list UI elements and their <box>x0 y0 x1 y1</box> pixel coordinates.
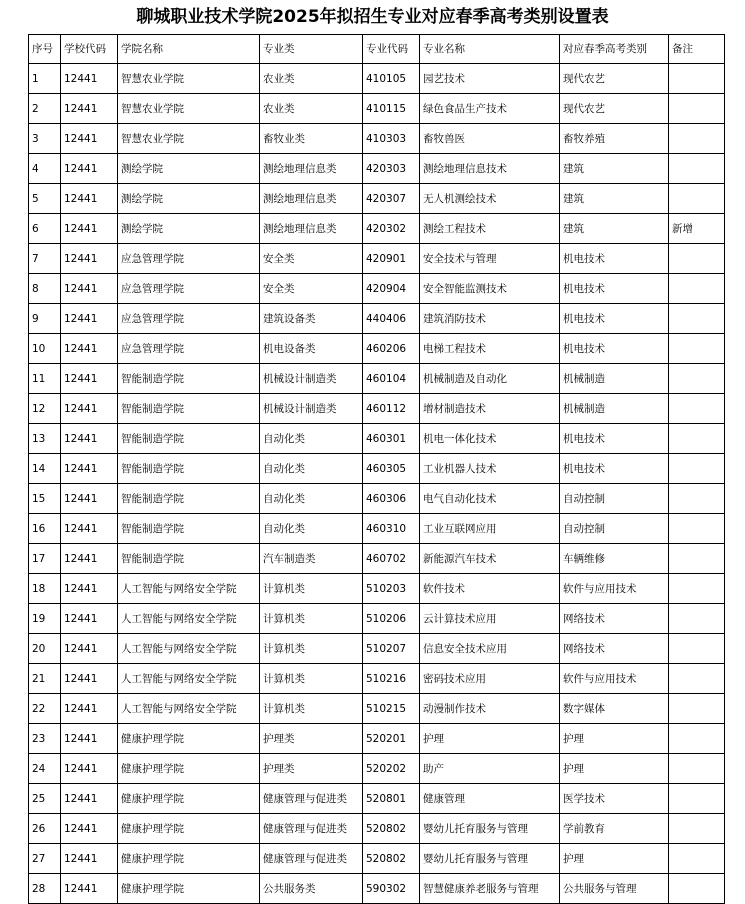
cell-major-category: 测绘地理信息类 <box>260 214 363 244</box>
cell-college-name: 健康护理学院 <box>118 754 260 784</box>
cell-school-code: 12441 <box>61 514 118 544</box>
cell-college-name: 智能制造学院 <box>118 394 260 424</box>
cell-college-name: 健康护理学院 <box>118 844 260 874</box>
cell-college-name: 人工智能与网络安全学院 <box>118 574 260 604</box>
cell-major-name: 无人机测绘技术 <box>420 184 560 214</box>
cell-remarks <box>669 244 725 274</box>
cell-remarks <box>669 874 725 904</box>
cell-exam-category: 机械制造 <box>560 364 669 394</box>
cell-major-code: 460112 <box>363 394 420 424</box>
cell-index: 24 <box>29 754 61 784</box>
cell-index: 20 <box>29 634 61 664</box>
cell-remarks <box>669 184 725 214</box>
cell-major-name: 测绘地理信息技术 <box>420 154 560 184</box>
cell-remarks <box>669 784 725 814</box>
table-row <box>29 574 725 604</box>
cell-major-code: 520202 <box>363 754 420 784</box>
cell-major-name: 软件技术 <box>420 574 560 604</box>
table-row <box>29 244 725 274</box>
cell-index: 13 <box>29 424 61 454</box>
cell-exam-category: 软件与应用技术 <box>560 664 669 694</box>
cell-major-code: 420302 <box>363 214 420 244</box>
cell-major-category: 计算机类 <box>260 574 363 604</box>
cell-exam-category: 车辆维修 <box>560 544 669 574</box>
cell-exam-category: 现代农艺 <box>560 64 669 94</box>
cell-index: 9 <box>29 304 61 334</box>
table-header-row <box>29 35 725 64</box>
cell-index: 7 <box>29 244 61 274</box>
cell-index: 26 <box>29 814 61 844</box>
cell-index: 2 <box>29 94 61 124</box>
cell-major-code: 520802 <box>363 844 420 874</box>
cell-major-name: 机械制造及自动化 <box>420 364 560 394</box>
cell-major-category: 健康管理与促进类 <box>260 784 363 814</box>
cell-exam-category: 机电技术 <box>560 334 669 364</box>
cell-major-code: 460206 <box>363 334 420 364</box>
cell-index: 3 <box>29 124 61 154</box>
cell-remarks <box>669 514 725 544</box>
table-row <box>29 664 725 694</box>
cell-major-category: 自动化类 <box>260 454 363 484</box>
cell-index: 14 <box>29 454 61 484</box>
table-row <box>29 724 725 754</box>
table-row <box>29 154 725 184</box>
cell-exam-category: 学前教育 <box>560 814 669 844</box>
cell-exam-category: 畜牧养殖 <box>560 124 669 154</box>
cell-school-code: 12441 <box>61 274 118 304</box>
table-row <box>29 844 725 874</box>
cell-school-code: 12441 <box>61 214 118 244</box>
cell-college-name: 人工智能与网络安全学院 <box>118 664 260 694</box>
cell-exam-category: 建筑 <box>560 184 669 214</box>
cell-major-code: 510206 <box>363 604 420 634</box>
table-row <box>29 334 725 364</box>
table-row <box>29 304 725 334</box>
cell-remarks <box>669 94 725 124</box>
cell-exam-category: 机电技术 <box>560 424 669 454</box>
cell-index: 27 <box>29 844 61 874</box>
cell-index: 5 <box>29 184 61 214</box>
cell-major-code: 460702 <box>363 544 420 574</box>
table-row <box>29 364 725 394</box>
cell-major-category: 机械设计制造类 <box>260 394 363 424</box>
cell-remarks <box>669 154 725 184</box>
cell-major-code: 460104 <box>363 364 420 394</box>
cell-major-name: 电气自动化技术 <box>420 484 560 514</box>
cell-remarks <box>669 724 725 754</box>
table-row <box>29 634 725 664</box>
cell-school-code: 12441 <box>61 334 118 364</box>
cell-school-code: 12441 <box>61 544 118 574</box>
cell-major-category: 自动化类 <box>260 424 363 454</box>
cell-major-code: 460306 <box>363 484 420 514</box>
cell-school-code: 12441 <box>61 94 118 124</box>
cell-remarks <box>669 424 725 454</box>
cell-school-code: 12441 <box>61 604 118 634</box>
cell-major-code: 460310 <box>363 514 420 544</box>
cell-major-code: 410115 <box>363 94 420 124</box>
cell-major-name: 安全技术与管理 <box>420 244 560 274</box>
cell-school-code: 12441 <box>61 184 118 214</box>
cell-exam-category: 网络技术 <box>560 634 669 664</box>
cell-major-code: 460305 <box>363 454 420 484</box>
cell-major-name: 机电一体化技术 <box>420 424 560 454</box>
cell-remarks <box>669 544 725 574</box>
cell-school-code: 12441 <box>61 64 118 94</box>
cell-major-code: 440406 <box>363 304 420 334</box>
cell-college-name: 健康护理学院 <box>118 784 260 814</box>
document-title: 聊城职业技术学院2025年拟招生专业对应春季高考类别设置表 <box>136 7 609 27</box>
cell-major-category: 护理类 <box>260 754 363 784</box>
cell-major-name: 婴幼儿托育服务与管理 <box>420 844 560 874</box>
cell-school-code: 12441 <box>61 574 118 604</box>
cell-school-code: 12441 <box>61 754 118 784</box>
cell-school-code: 12441 <box>61 124 118 154</box>
cell-major-name: 云计算技术应用 <box>420 604 560 634</box>
cell-major-name: 增材制造技术 <box>420 394 560 424</box>
cell-school-code: 12441 <box>61 694 118 724</box>
cell-remarks <box>669 364 725 394</box>
cell-index: 11 <box>29 364 61 394</box>
cell-major-category: 农业类 <box>260 64 363 94</box>
header-index: 序号 <box>29 35 61 64</box>
cell-major-category: 汽车制造类 <box>260 544 363 574</box>
cell-college-name: 测绘学院 <box>118 184 260 214</box>
table-body <box>29 64 725 904</box>
cell-major-category: 安全类 <box>260 274 363 304</box>
cell-school-code: 12441 <box>61 844 118 874</box>
table-row <box>29 544 725 574</box>
cell-remarks <box>669 844 725 874</box>
cell-exam-category: 医学技术 <box>560 784 669 814</box>
cell-exam-category: 现代农艺 <box>560 94 669 124</box>
cell-college-name: 健康护理学院 <box>118 724 260 754</box>
cell-school-code: 12441 <box>61 634 118 664</box>
cell-major-code: 520801 <box>363 784 420 814</box>
cell-exam-category: 护理 <box>560 724 669 754</box>
cell-remarks <box>669 454 725 484</box>
cell-major-code: 420904 <box>363 274 420 304</box>
cell-major-name: 密码技术应用 <box>420 664 560 694</box>
cell-major-name: 畜牧兽医 <box>420 124 560 154</box>
cell-remarks <box>669 634 725 664</box>
table-row <box>29 184 725 214</box>
cell-major-code: 520802 <box>363 814 420 844</box>
cell-college-name: 测绘学院 <box>118 214 260 244</box>
table-row <box>29 214 725 244</box>
cell-remarks <box>669 574 725 604</box>
cell-major-code: 410105 <box>363 64 420 94</box>
cell-school-code: 12441 <box>61 364 118 394</box>
cell-remarks <box>669 274 725 304</box>
table-row <box>29 874 725 904</box>
cell-exam-category: 护理 <box>560 844 669 874</box>
cell-college-name: 智慧农业学院 <box>118 124 260 154</box>
cell-major-category: 计算机类 <box>260 664 363 694</box>
cell-school-code: 12441 <box>61 814 118 844</box>
cell-major-name: 动漫制作技术 <box>420 694 560 724</box>
table-row <box>29 424 725 454</box>
cell-major-name: 安全智能监测技术 <box>420 274 560 304</box>
cell-major-code: 520201 <box>363 724 420 754</box>
cell-major-name: 新能源汽车技术 <box>420 544 560 574</box>
cell-index: 15 <box>29 484 61 514</box>
cell-school-code: 12441 <box>61 454 118 484</box>
cell-index: 21 <box>29 664 61 694</box>
cell-major-name: 工业互联网应用 <box>420 514 560 544</box>
cell-remarks <box>669 754 725 784</box>
cell-major-code: 420303 <box>363 154 420 184</box>
cell-major-category: 农业类 <box>260 94 363 124</box>
cell-major-name: 婴幼儿托育服务与管理 <box>420 814 560 844</box>
header-school-code: 学校代码 <box>61 35 118 64</box>
cell-college-name: 应急管理学院 <box>118 304 260 334</box>
cell-index: 19 <box>29 604 61 634</box>
cell-major-category: 机电设备类 <box>260 334 363 364</box>
cell-major-category: 机械设计制造类 <box>260 364 363 394</box>
cell-exam-category: 机械制造 <box>560 394 669 424</box>
cell-college-name: 智能制造学院 <box>118 514 260 544</box>
cell-remarks <box>669 604 725 634</box>
cell-major-category: 护理类 <box>260 724 363 754</box>
cell-remarks <box>669 694 725 724</box>
cell-major-name: 护理 <box>420 724 560 754</box>
cell-index: 23 <box>29 724 61 754</box>
cell-major-name: 测绘工程技术 <box>420 214 560 244</box>
cell-index: 6 <box>29 214 61 244</box>
cell-major-name: 助产 <box>420 754 560 784</box>
cell-school-code: 12441 <box>61 424 118 454</box>
cell-exam-category: 机电技术 <box>560 274 669 304</box>
cell-college-name: 健康护理学院 <box>118 874 260 904</box>
cell-major-category: 安全类 <box>260 244 363 274</box>
cell-school-code: 12441 <box>61 724 118 754</box>
cell-exam-category: 自动控制 <box>560 484 669 514</box>
cell-major-name: 建筑消防技术 <box>420 304 560 334</box>
cell-college-name: 测绘学院 <box>118 154 260 184</box>
table-row <box>29 394 725 424</box>
cell-major-category: 建筑设备类 <box>260 304 363 334</box>
cell-college-name: 智能制造学院 <box>118 544 260 574</box>
cell-major-name: 智慧健康养老服务与管理 <box>420 874 560 904</box>
cell-major-code: 590302 <box>363 874 420 904</box>
header-college-name: 学院名称 <box>118 35 260 64</box>
cell-school-code: 12441 <box>61 394 118 424</box>
cell-school-code: 12441 <box>61 874 118 904</box>
cell-exam-category: 机电技术 <box>560 304 669 334</box>
cell-college-name: 应急管理学院 <box>118 334 260 364</box>
cell-major-code: 510207 <box>363 634 420 664</box>
cell-remarks <box>669 304 725 334</box>
cell-exam-category: 网络技术 <box>560 604 669 634</box>
cell-major-code: 460301 <box>363 424 420 454</box>
cell-remarks <box>669 814 725 844</box>
cell-index: 4 <box>29 154 61 184</box>
cell-exam-category: 数字媒体 <box>560 694 669 724</box>
cell-major-category: 畜牧业类 <box>260 124 363 154</box>
table-row <box>29 454 725 484</box>
table-row <box>29 694 725 724</box>
cell-major-category: 测绘地理信息类 <box>260 154 363 184</box>
cell-major-name: 电梯工程技术 <box>420 334 560 364</box>
table-row <box>29 274 725 304</box>
cell-major-category: 计算机类 <box>260 604 363 634</box>
cell-major-category: 健康管理与促进类 <box>260 844 363 874</box>
cell-college-name: 智慧农业学院 <box>118 94 260 124</box>
cell-major-category: 计算机类 <box>260 634 363 664</box>
cell-major-category: 计算机类 <box>260 694 363 724</box>
cell-exam-category: 机电技术 <box>560 244 669 274</box>
cell-index: 8 <box>29 274 61 304</box>
cell-major-name: 健康管理 <box>420 784 560 814</box>
cell-exam-category: 建筑 <box>560 214 669 244</box>
cell-index: 10 <box>29 334 61 364</box>
cell-major-code: 510203 <box>363 574 420 604</box>
cell-major-category: 测绘地理信息类 <box>260 184 363 214</box>
cell-major-code: 510215 <box>363 694 420 724</box>
cell-exam-category: 护理 <box>560 754 669 784</box>
header-major-code: 专业代码 <box>363 35 420 64</box>
cell-exam-category: 机电技术 <box>560 454 669 484</box>
header-remarks: 备注 <box>669 35 725 64</box>
cell-major-name: 工业机器人技术 <box>420 454 560 484</box>
cell-school-code: 12441 <box>61 484 118 514</box>
cell-remarks <box>669 64 725 94</box>
cell-index: 12 <box>29 394 61 424</box>
cell-college-name: 健康护理学院 <box>118 814 260 844</box>
table-row <box>29 64 725 94</box>
cell-major-category: 自动化类 <box>260 514 363 544</box>
cell-college-name: 智能制造学院 <box>118 454 260 484</box>
cell-school-code: 12441 <box>61 664 118 694</box>
cell-school-code: 12441 <box>61 784 118 814</box>
cell-college-name: 智能制造学院 <box>118 364 260 394</box>
cell-exam-category: 自动控制 <box>560 514 669 544</box>
cell-remarks <box>669 124 725 154</box>
table-row <box>29 784 725 814</box>
cell-major-category: 健康管理与促进类 <box>260 814 363 844</box>
cell-major-code: 420307 <box>363 184 420 214</box>
cell-remarks <box>669 664 725 694</box>
table-row <box>29 94 725 124</box>
cell-college-name: 智能制造学院 <box>118 484 260 514</box>
table-row <box>29 484 725 514</box>
cell-major-code: 410303 <box>363 124 420 154</box>
cell-remarks <box>669 394 725 424</box>
table-row <box>29 604 725 634</box>
cell-index: 28 <box>29 874 61 904</box>
cell-college-name: 应急管理学院 <box>118 244 260 274</box>
cell-remarks <box>669 334 725 364</box>
header-major-name: 专业名称 <box>420 35 560 64</box>
cell-index: 17 <box>29 544 61 574</box>
cell-school-code: 12441 <box>61 154 118 184</box>
cell-index: 22 <box>29 694 61 724</box>
cell-college-name: 应急管理学院 <box>118 274 260 304</box>
cell-major-code: 510216 <box>363 664 420 694</box>
cell-college-name: 人工智能与网络安全学院 <box>118 694 260 724</box>
table-row <box>29 124 725 154</box>
table-row <box>29 814 725 844</box>
cell-index: 1 <box>29 64 61 94</box>
cell-exam-category: 公共服务与管理 <box>560 874 669 904</box>
table-row <box>29 754 725 784</box>
cell-major-category: 自动化类 <box>260 484 363 514</box>
cell-major-name: 绿色食品生产技术 <box>420 94 560 124</box>
cell-remarks <box>669 484 725 514</box>
header-major-category: 专业类 <box>260 35 363 64</box>
cell-index: 16 <box>29 514 61 544</box>
cell-college-name: 智能制造学院 <box>118 424 260 454</box>
header-exam-category: 对应春季高考类别 <box>560 35 669 64</box>
cell-exam-category: 建筑 <box>560 154 669 184</box>
cell-major-name: 信息安全技术应用 <box>420 634 560 664</box>
cell-major-code: 420901 <box>363 244 420 274</box>
cell-college-name: 人工智能与网络安全学院 <box>118 634 260 664</box>
enrollment-table <box>28 34 725 904</box>
cell-index: 25 <box>29 784 61 814</box>
cell-college-name: 人工智能与网络安全学院 <box>118 604 260 634</box>
cell-exam-category: 软件与应用技术 <box>560 574 669 604</box>
cell-major-category: 公共服务类 <box>260 874 363 904</box>
cell-college-name: 智慧农业学院 <box>118 64 260 94</box>
cell-major-name: 园艺技术 <box>420 64 560 94</box>
cell-index: 18 <box>29 574 61 604</box>
table-row <box>29 514 725 544</box>
cell-remarks: 新增 <box>669 214 725 244</box>
cell-school-code: 12441 <box>61 244 118 274</box>
cell-school-code: 12441 <box>61 304 118 334</box>
